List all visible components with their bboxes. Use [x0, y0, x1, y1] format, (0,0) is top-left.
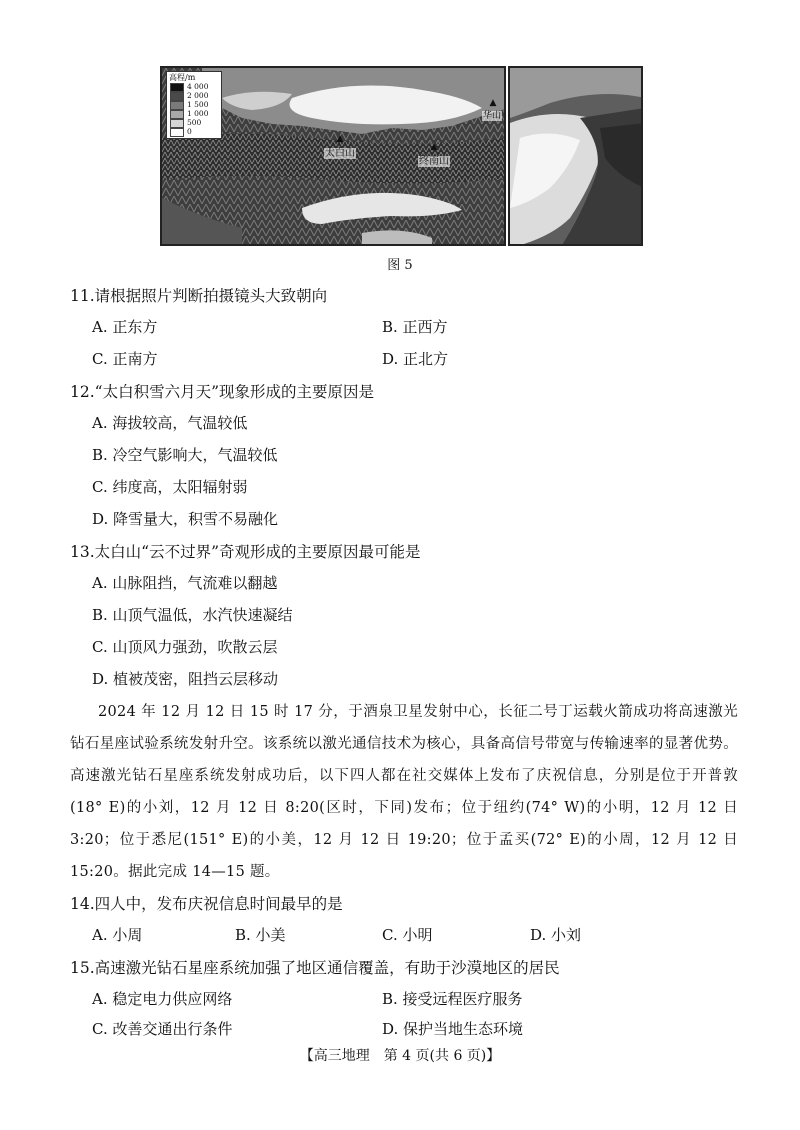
question-11: [70, 284, 327, 306]
option[interactable]: C. 改善交通出行条件: [92, 1020, 233, 1038]
legend-label: 500: [187, 118, 202, 127]
peak-triangle-icon: ▲: [430, 142, 438, 152]
legend-label: 2 000: [187, 91, 209, 100]
peak-zhongnan: [418, 142, 450, 167]
cloud-photo: [508, 66, 643, 246]
question-13: [70, 540, 421, 562]
question-15: [70, 956, 560, 978]
question-text: “太白积雪六月天”现象形成的主要原因是: [94, 383, 375, 401]
option[interactable]: B. 山顶气温低，水汽快速凝结: [92, 606, 293, 624]
option[interactable]: D. 正北方: [382, 350, 449, 368]
question-text: 请根据照片判断拍摄镜头大致朝向: [94, 287, 328, 305]
option[interactable]: D. 小刘: [530, 926, 582, 944]
question-number: 13.: [70, 543, 95, 561]
reading-passage: 2024 年 12 月 12 日 15 时 17 分，于酒泉卫星发射中心，长征二号丁运载火箭成功将高速激光钻石星座试验系统发射升空。该系统以激光通信技术为核心，具备高信号带宽与传输速率的显著优势。高速激光钻石星座系统发射成功后，以下四人都在社交媒体上发布了庆祝信息，分别是位于开普敦(18° E)的小刘，12 月 12 日 8:20(区时，下同)发布；位于纽约(74° W)的小明，12 月 12 日 3:20；位于悉尼(151° E)的小美，12 月 12 日 19:20；位于孟买(72° E)的小周，12 月 12 日 15:20。据此完成 14—15 题。: [70, 704, 738, 880]
option[interactable]: B. 正西方: [382, 318, 448, 336]
peak-label: 终南山: [419, 156, 449, 167]
option[interactable]: A. 正东方: [92, 318, 158, 336]
legend-swatch: [170, 101, 184, 110]
question-number: 15.: [70, 959, 95, 977]
option[interactable]: C. 正南方: [92, 350, 158, 368]
question-number: 14.: [70, 895, 95, 913]
peak-triangle-icon: ▲: [489, 98, 497, 108]
option[interactable]: B. 冷空气影响大，气温较低: [92, 446, 278, 464]
option[interactable]: A. 海拔较高，气温较低: [92, 414, 248, 432]
question-number: 12.: [70, 383, 95, 401]
peak-label: 太白山: [325, 148, 355, 159]
option[interactable]: A. 小周: [92, 926, 143, 944]
legend-label: 0: [187, 127, 192, 136]
question-number: 11.: [70, 287, 95, 305]
peak-taibai: [324, 134, 356, 159]
option[interactable]: C. 小明: [382, 926, 433, 944]
figure-caption: 图 5: [387, 258, 413, 273]
legend-swatch: [170, 110, 184, 119]
legend-swatch: [170, 83, 184, 92]
option[interactable]: A. 稳定电力供应网络: [92, 990, 233, 1008]
peak-hua: [482, 98, 504, 121]
question-text: 高速激光钻石星座系统加强了地区通信覆盖，有助于沙漠地区的居民: [94, 959, 560, 977]
cloud-photo-image: [510, 68, 643, 246]
option[interactable]: C. 纬度高，太阳辐射弱: [92, 478, 248, 496]
legend-label: 1 500: [187, 100, 209, 109]
legend-title: 高程/m: [169, 73, 196, 82]
elevation-legend: [166, 71, 222, 139]
option[interactable]: D. 植被茂密，阻挡云层移动: [92, 670, 279, 688]
legend-swatch: [170, 92, 184, 101]
page-footer: 【高三地理 第 4 页(共 6 页)】: [299, 1048, 501, 1064]
question-12: [70, 380, 374, 402]
legend-swatch: [170, 128, 184, 137]
question-text: 太白山“云不过界”奇观形成的主要原因最可能是: [94, 543, 421, 561]
figure-5: [160, 66, 643, 246]
question-text: 四人中，发布庆祝信息时间最早的是: [94, 895, 343, 913]
peak-label: 华山: [483, 111, 502, 121]
option[interactable]: C. 山顶风力强劲，吹散云层: [92, 638, 278, 656]
legend-label: 4 000: [187, 82, 209, 91]
option[interactable]: D. 降雪量大，积雪不易融化: [92, 510, 279, 528]
option[interactable]: B. 接受远程医疗服务: [382, 990, 523, 1008]
option[interactable]: A. 山脉阻挡，气流难以翻越: [92, 574, 278, 592]
legend-swatch: [170, 119, 184, 128]
question-14: [70, 892, 343, 914]
option[interactable]: D. 保护当地生态环境: [382, 1020, 524, 1038]
legend-label: 1 000: [187, 109, 209, 118]
elevation-map: [160, 66, 506, 246]
option[interactable]: B. 小美: [235, 926, 286, 944]
peak-triangle-icon: ▲: [336, 134, 344, 144]
